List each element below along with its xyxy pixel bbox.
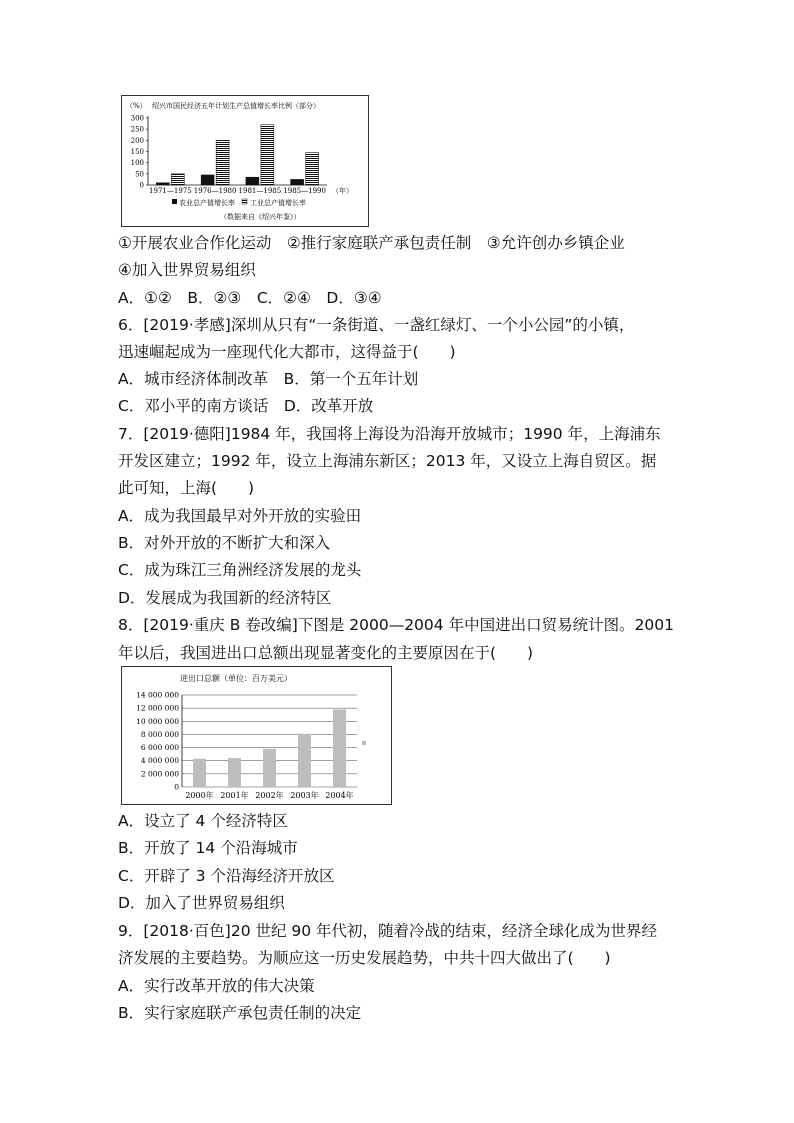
q8-choice-a: A．设立了 4 个经济特区 bbox=[118, 812, 288, 830]
chart2-x-tick-label: 2000年 bbox=[185, 791, 214, 800]
chart1-y-tick-label: 0 bbox=[139, 181, 144, 190]
q5-choices: A．①② B．②③ C．②④ D．③④ bbox=[118, 289, 382, 307]
chart2-x-tick-label: 2002年 bbox=[255, 791, 284, 800]
growth-rate-chart-svg bbox=[122, 96, 368, 226]
agri-bar bbox=[291, 179, 304, 185]
q8-choice-b: B．开放了 14 个沿海城市 bbox=[118, 839, 298, 857]
agri-bar bbox=[246, 177, 259, 185]
chart2-y-tick-label: 4 000 000 bbox=[140, 756, 179, 766]
q7-stem-line-3: 此可知，上海( ) bbox=[118, 479, 255, 497]
q7-stem-line-1: 7．[2019·德阳]1984 年，我国将上海设为沿海开放城市；1990 年，上海浦东 bbox=[118, 425, 661, 443]
chart2-y-tick-label: 12 000 000 bbox=[136, 703, 179, 713]
chart1-source-note: （数据来自《绍兴年鉴》） bbox=[220, 213, 301, 221]
growth-rate-chart bbox=[121, 95, 369, 227]
q7-stem-line-2: 开发区建立；1992 年，设立上海浦东新区；2013 年，又设立上海自贸区。据 bbox=[118, 452, 657, 470]
chart1-x-axis-label: （年） bbox=[332, 187, 353, 195]
legend-agri-swatch bbox=[172, 199, 177, 204]
q7-choice-c: C．成为珠江三角洲经济发展的龙头 bbox=[118, 561, 362, 579]
industry-bar bbox=[216, 140, 229, 185]
q9-stem-line-1: 9．[2018·百色]20 世纪 90 年代初，随着冷战的结束，经济全球化成为世界经 bbox=[118, 922, 658, 940]
chart2-y-tick-label: 8 000 000 bbox=[140, 729, 179, 739]
q6-choices-ab: A．城市经济体制改革 B．第一个五年计划 bbox=[118, 370, 419, 388]
chart1-y-tick-label: 50 bbox=[135, 170, 144, 179]
q7-choice-d: D．发展成为我国新的经济特区 bbox=[118, 589, 332, 607]
trade-bar bbox=[228, 758, 241, 787]
trade-bar bbox=[298, 734, 311, 787]
chart2-y-tick-label: 0 bbox=[174, 782, 179, 792]
q5-options-line-2: ④加入世界贸易组织 bbox=[118, 261, 256, 279]
q8-stem-line-2: 年以后，我国进出口总额出现显著变化的主要原因在于( ) bbox=[118, 644, 534, 662]
chart2-x-tick-label: 2001年 bbox=[220, 791, 249, 800]
q8-choice-c: C．开辟了 3 个沿海经济开放区 bbox=[118, 867, 335, 885]
trade-bar bbox=[333, 709, 346, 787]
industry-bar bbox=[261, 125, 274, 185]
industry-bar bbox=[171, 174, 184, 185]
q9-choice-a: A．实行改革开放的伟大决策 bbox=[118, 977, 315, 995]
q7-choice-b: B．对外开放的不断扩大和深入 bbox=[118, 534, 331, 552]
legend-industry-swatch bbox=[242, 199, 247, 204]
chart1-y-tick-label: 150 bbox=[130, 148, 144, 156]
trade-bar bbox=[193, 759, 206, 787]
chart1-y-tick-label: 300 bbox=[130, 114, 144, 123]
chart1-y-tick-label: 250 bbox=[130, 125, 144, 134]
chart2-y-tick-label: 6 000 000 bbox=[140, 743, 179, 753]
chart2-x-tick-label: 2004年 bbox=[325, 791, 354, 800]
q5-options-line-1: ①开展农业合作化运动 ②推行家庭联产承包责任制 ③允许创办乡镇企业 bbox=[118, 234, 625, 252]
chart1-x-tick-label: 1985—1990 bbox=[283, 187, 326, 195]
agri-bar bbox=[156, 183, 169, 185]
chart2-y-tick-label: 14 000 000 bbox=[136, 690, 179, 700]
chart2-title: 进出口总额（单位：百万美元） bbox=[180, 674, 292, 683]
chart2-x-tick-label: 2003年 bbox=[290, 791, 319, 800]
trade-chart-svg bbox=[122, 667, 391, 804]
legend-agri-label: 农业总产值增长率 bbox=[179, 199, 235, 207]
chart1-x-tick-label: 1976—1980 bbox=[193, 187, 237, 195]
q9-choice-b: B．实行家庭联产承包责任制的决定 bbox=[118, 1004, 362, 1022]
chart1-title: 绍兴市国民经济五年计划生产总值增长率比例（部分） bbox=[152, 102, 320, 110]
chart1-x-tick-label: 1981—1985 bbox=[238, 187, 282, 195]
q8-choice-d: D．加入了世界贸易组织 bbox=[118, 894, 285, 912]
chart2-y-tick-label: 2 000 000 bbox=[140, 769, 179, 779]
trade-bar bbox=[263, 749, 276, 787]
q9-stem-line-2: 济发展的主要趋势。为顺应这一历史发展趋势，中共十四大做出了( ) bbox=[118, 949, 611, 967]
legend-industry-label: 工业总产值增长率 bbox=[250, 199, 306, 207]
chart2-y-tick-label: 10 000 000 bbox=[136, 716, 179, 726]
chart1-unit-label: （%） bbox=[126, 102, 147, 110]
chart1-y-tick-label: 200 bbox=[130, 136, 144, 145]
small-gray-mark bbox=[362, 741, 366, 745]
agri-bar bbox=[201, 175, 214, 185]
chart1-y-tick-label: 100 bbox=[130, 159, 144, 168]
q7-choice-a: A．成为我国最早对外开放的实验田 bbox=[118, 507, 362, 525]
industry-bar bbox=[306, 153, 319, 185]
q6-choices-cd: C．邓小平的南方谈话 D．改革开放 bbox=[118, 397, 374, 415]
q6-stem-line-1: 6．[2019·孝感]深圳从只有“一条街道、一盏红绿灯、一个小公园”的小镇， bbox=[118, 316, 635, 334]
chart1-x-tick-label: 1971—1975 bbox=[149, 187, 192, 195]
q8-stem-line-1: 8．[2019·重庆 B 卷改编]下图是 2000—2004 年中国进出口贸易统计图。2001 bbox=[118, 616, 675, 634]
trade-chart bbox=[121, 666, 392, 805]
q6-stem-line-2: 迅速崛起成为一座现代化大都市，这得益于( ) bbox=[118, 343, 456, 361]
